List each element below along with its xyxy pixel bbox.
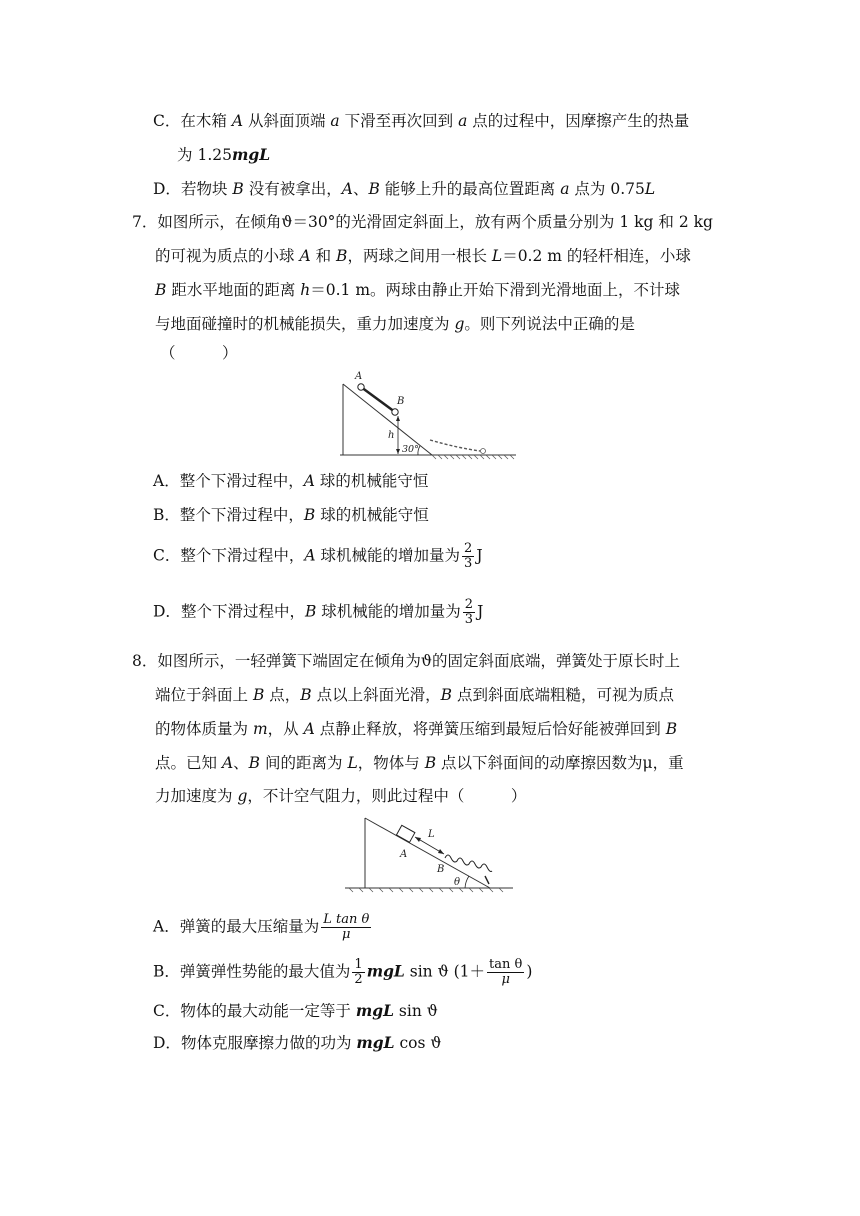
q8-stem-line4: [155, 752, 684, 774]
text: 整个下滑过程中，: [179, 472, 304, 490]
value: 1.25: [197, 146, 232, 164]
var-B: B: [665, 720, 678, 738]
var-a: a: [330, 112, 340, 130]
text: 从斜面顶端: [247, 112, 326, 130]
var-h: h: [300, 281, 311, 299]
text: 球机械能的增加量为: [320, 546, 461, 565]
fraction-numerator: 1: [354, 957, 363, 972]
trajectory-dashed: [430, 440, 480, 451]
text: 物体的最大动能一定等于: [180, 1002, 351, 1020]
var-L: L: [491, 247, 503, 265]
var-B: B: [440, 686, 453, 704]
q7-option-c: [153, 542, 483, 571]
arrow-head-b: [438, 849, 444, 854]
var-B: B: [336, 247, 348, 265]
var-mgL: mgL: [356, 1033, 395, 1052]
text: 点，: [269, 686, 301, 704]
text: 如图所示，在倾角ϑ＝30°的光滑固定斜面上，放有两个质量分别为 1 kg 和 2 kg: [157, 213, 713, 231]
text: ，物体与: [357, 754, 420, 772]
q8-option-b: [153, 958, 532, 987]
var-L: L: [644, 180, 656, 198]
option-label: B．: [153, 962, 180, 981]
text: ＝0.1 m。两球由静止开始下滑到光滑地面上，不计球: [310, 281, 681, 299]
ground-hatch: [432, 455, 514, 459]
arrow-head-top: [396, 416, 400, 421]
text: 间的距离为: [265, 754, 343, 772]
text: 、: [352, 180, 369, 198]
text: 点以下斜面间的动摩擦因数为μ，重: [441, 754, 684, 772]
text: 。则下列说法中正确的是: [464, 315, 635, 333]
var-A: A: [304, 546, 316, 565]
spring: [445, 855, 492, 872]
text: 的物体质量为: [155, 720, 249, 738]
text: 没有被拿出，: [248, 180, 342, 198]
q6-option-c-line1: [153, 110, 689, 132]
spring-base: [485, 876, 489, 884]
text: ，不计空气阻力，则此过程中（ ）: [247, 787, 527, 805]
text: 球的机械能守恒: [319, 472, 429, 490]
text: ，从: [267, 720, 299, 738]
fraction-numerator: 2: [464, 597, 474, 612]
var-A: A: [303, 472, 315, 490]
text: 的可视为质点的小球: [155, 247, 295, 265]
var-A: A: [221, 754, 234, 772]
text: 若物块: [180, 180, 228, 198]
text: 力加速度为: [155, 787, 233, 805]
var-B: B: [304, 602, 317, 621]
fraction: [463, 598, 475, 627]
text: 弹簧的最大压缩量为: [179, 917, 320, 936]
var-mgL: mgL: [355, 1001, 394, 1020]
var-B: B: [300, 686, 312, 704]
option-label: D．: [153, 602, 181, 621]
block-a: [396, 825, 414, 842]
q6-option-c-line2: [177, 144, 270, 166]
angle-arc: [465, 876, 469, 888]
text: 整个下滑过程中，: [180, 546, 305, 565]
q7-answer-paren: [160, 342, 238, 364]
text: 点到斜面底端粗糙，可视为质点: [456, 686, 674, 704]
q8-option-c: [153, 1000, 438, 1022]
text: ): [526, 962, 533, 981]
var-g: g: [237, 787, 248, 805]
q7-option-d: [153, 598, 483, 627]
var-L: L: [347, 754, 358, 772]
text: 物体克服摩擦力做的功为: [180, 1034, 352, 1052]
arrow-head-a: [415, 837, 421, 842]
rod: [361, 387, 395, 412]
text: 下滑至再次回到: [344, 112, 454, 130]
text: 点的过程中，因摩擦产生的热量: [472, 112, 690, 130]
unit: J: [476, 546, 483, 565]
text: 弹簧弹性势能的最大值为: [179, 962, 351, 981]
fraction-denominator: 3: [464, 612, 474, 627]
q7-stem-line1: [132, 211, 713, 233]
fraction: [352, 958, 364, 987]
label-l: L: [428, 829, 435, 840]
ball-a: [358, 384, 364, 390]
text: 和: [315, 247, 332, 265]
question-number: 7．: [132, 213, 158, 231]
text: 能够上升的最高位置距离: [384, 180, 556, 198]
var-B: B: [252, 686, 265, 704]
var-B: B: [232, 180, 244, 198]
q8-stem-line1: [132, 650, 680, 672]
q7-stem-line2: [155, 245, 691, 267]
arrow-head-bottom: [396, 449, 400, 454]
q8-stem-line3: [155, 718, 677, 740]
fraction-denominator: 3: [464, 556, 473, 571]
text: 为: [177, 146, 193, 164]
label-h: h: [388, 430, 395, 441]
fraction: [321, 913, 371, 942]
label-a: A: [355, 371, 363, 382]
text: cos ϑ: [399, 1034, 442, 1052]
var-a: a: [458, 112, 468, 130]
var-m: m: [252, 720, 268, 738]
label-angle: 30°: [402, 444, 419, 455]
text: 点以上斜面光滑，: [316, 686, 441, 704]
var-B: B: [155, 281, 167, 299]
var-B: B: [303, 506, 316, 524]
label-a: A: [400, 849, 408, 860]
answer-blank: （ ）: [160, 344, 238, 362]
text: 、: [233, 754, 249, 772]
q8-option-a: [153, 913, 373, 942]
option-label: C．: [153, 546, 181, 565]
text: sin ϑ: [398, 1002, 438, 1020]
fraction-numerator: tan θ: [489, 957, 523, 972]
q7-stem-line3: [155, 279, 680, 301]
fraction-numerator: L tan θ: [323, 912, 370, 927]
fraction-denominator: μ: [342, 927, 351, 942]
q8-option-d: [153, 1032, 441, 1054]
text: sin ϑ (1＋: [409, 962, 486, 981]
var-mgL: mgL: [366, 961, 405, 981]
q7-figure: [340, 368, 520, 460]
option-label: D．: [153, 1034, 181, 1052]
q6-option-d: [153, 178, 655, 200]
unit: J: [477, 602, 484, 621]
value: 0.75: [610, 180, 645, 198]
q7-option-a: [153, 470, 428, 492]
text: 整个下滑过程中，: [179, 506, 304, 524]
label-theta: θ: [454, 877, 461, 888]
q8-figure: [345, 812, 515, 896]
text: 与地面碰撞时的机械能损失，重力加速度为: [155, 315, 450, 333]
var-A: A: [299, 247, 311, 265]
option-label: A．: [153, 472, 180, 490]
text: 在木箱: [180, 112, 227, 130]
text: 距水平地面的距离: [171, 281, 296, 299]
var-A: A: [231, 112, 244, 130]
text: ，两球之间用一根长: [347, 247, 487, 265]
option-label: B．: [153, 506, 180, 524]
fraction-denominator: 2: [354, 972, 363, 987]
option-label: D．: [153, 180, 181, 198]
text: 点。已知: [155, 754, 218, 772]
fraction: [462, 542, 474, 571]
text: 端位于斜面上: [155, 686, 249, 704]
var-B: B: [248, 754, 261, 772]
var-B: B: [424, 754, 437, 772]
var-a: a: [560, 180, 570, 198]
option-label: C．: [153, 112, 181, 130]
label-b: B: [397, 396, 405, 407]
q7-option-b: [153, 504, 429, 526]
var-B: B: [368, 180, 380, 198]
text: 点为: [574, 180, 606, 198]
var-A: A: [303, 720, 315, 738]
text: 如图所示，一轻弹簧下端固定在倾角为ϑ的固定斜面底端，弹簧处于原长时上: [157, 652, 680, 670]
q8-stem-line2: [155, 684, 674, 706]
option-label: A．: [153, 917, 180, 936]
q8-stem-line5: [155, 785, 526, 807]
text: 球机械能的增加量为: [321, 602, 461, 621]
fraction-numerator: 2: [464, 541, 473, 556]
question-number: 8．: [132, 652, 158, 670]
label-b: B: [437, 864, 445, 875]
fraction: [487, 958, 524, 987]
text: ＝0.2 m 的轻杆相连，小球: [502, 247, 691, 265]
option-label: C．: [153, 1002, 181, 1020]
var-mgL: mgL: [231, 145, 271, 164]
text: 点静止释放，将弹簧压缩到最短后恰好能被弹回到: [319, 720, 661, 738]
ground-hatch: [349, 888, 503, 892]
var-g: g: [454, 315, 465, 333]
var-A: A: [341, 180, 353, 198]
q7-stem-line4: [155, 313, 635, 335]
text: 整个下滑过程中，: [180, 602, 305, 621]
ball-b: [392, 409, 398, 415]
text: 球的机械能守恒: [320, 506, 429, 524]
fraction-denominator: μ: [501, 972, 510, 987]
ball-end: [481, 449, 486, 454]
